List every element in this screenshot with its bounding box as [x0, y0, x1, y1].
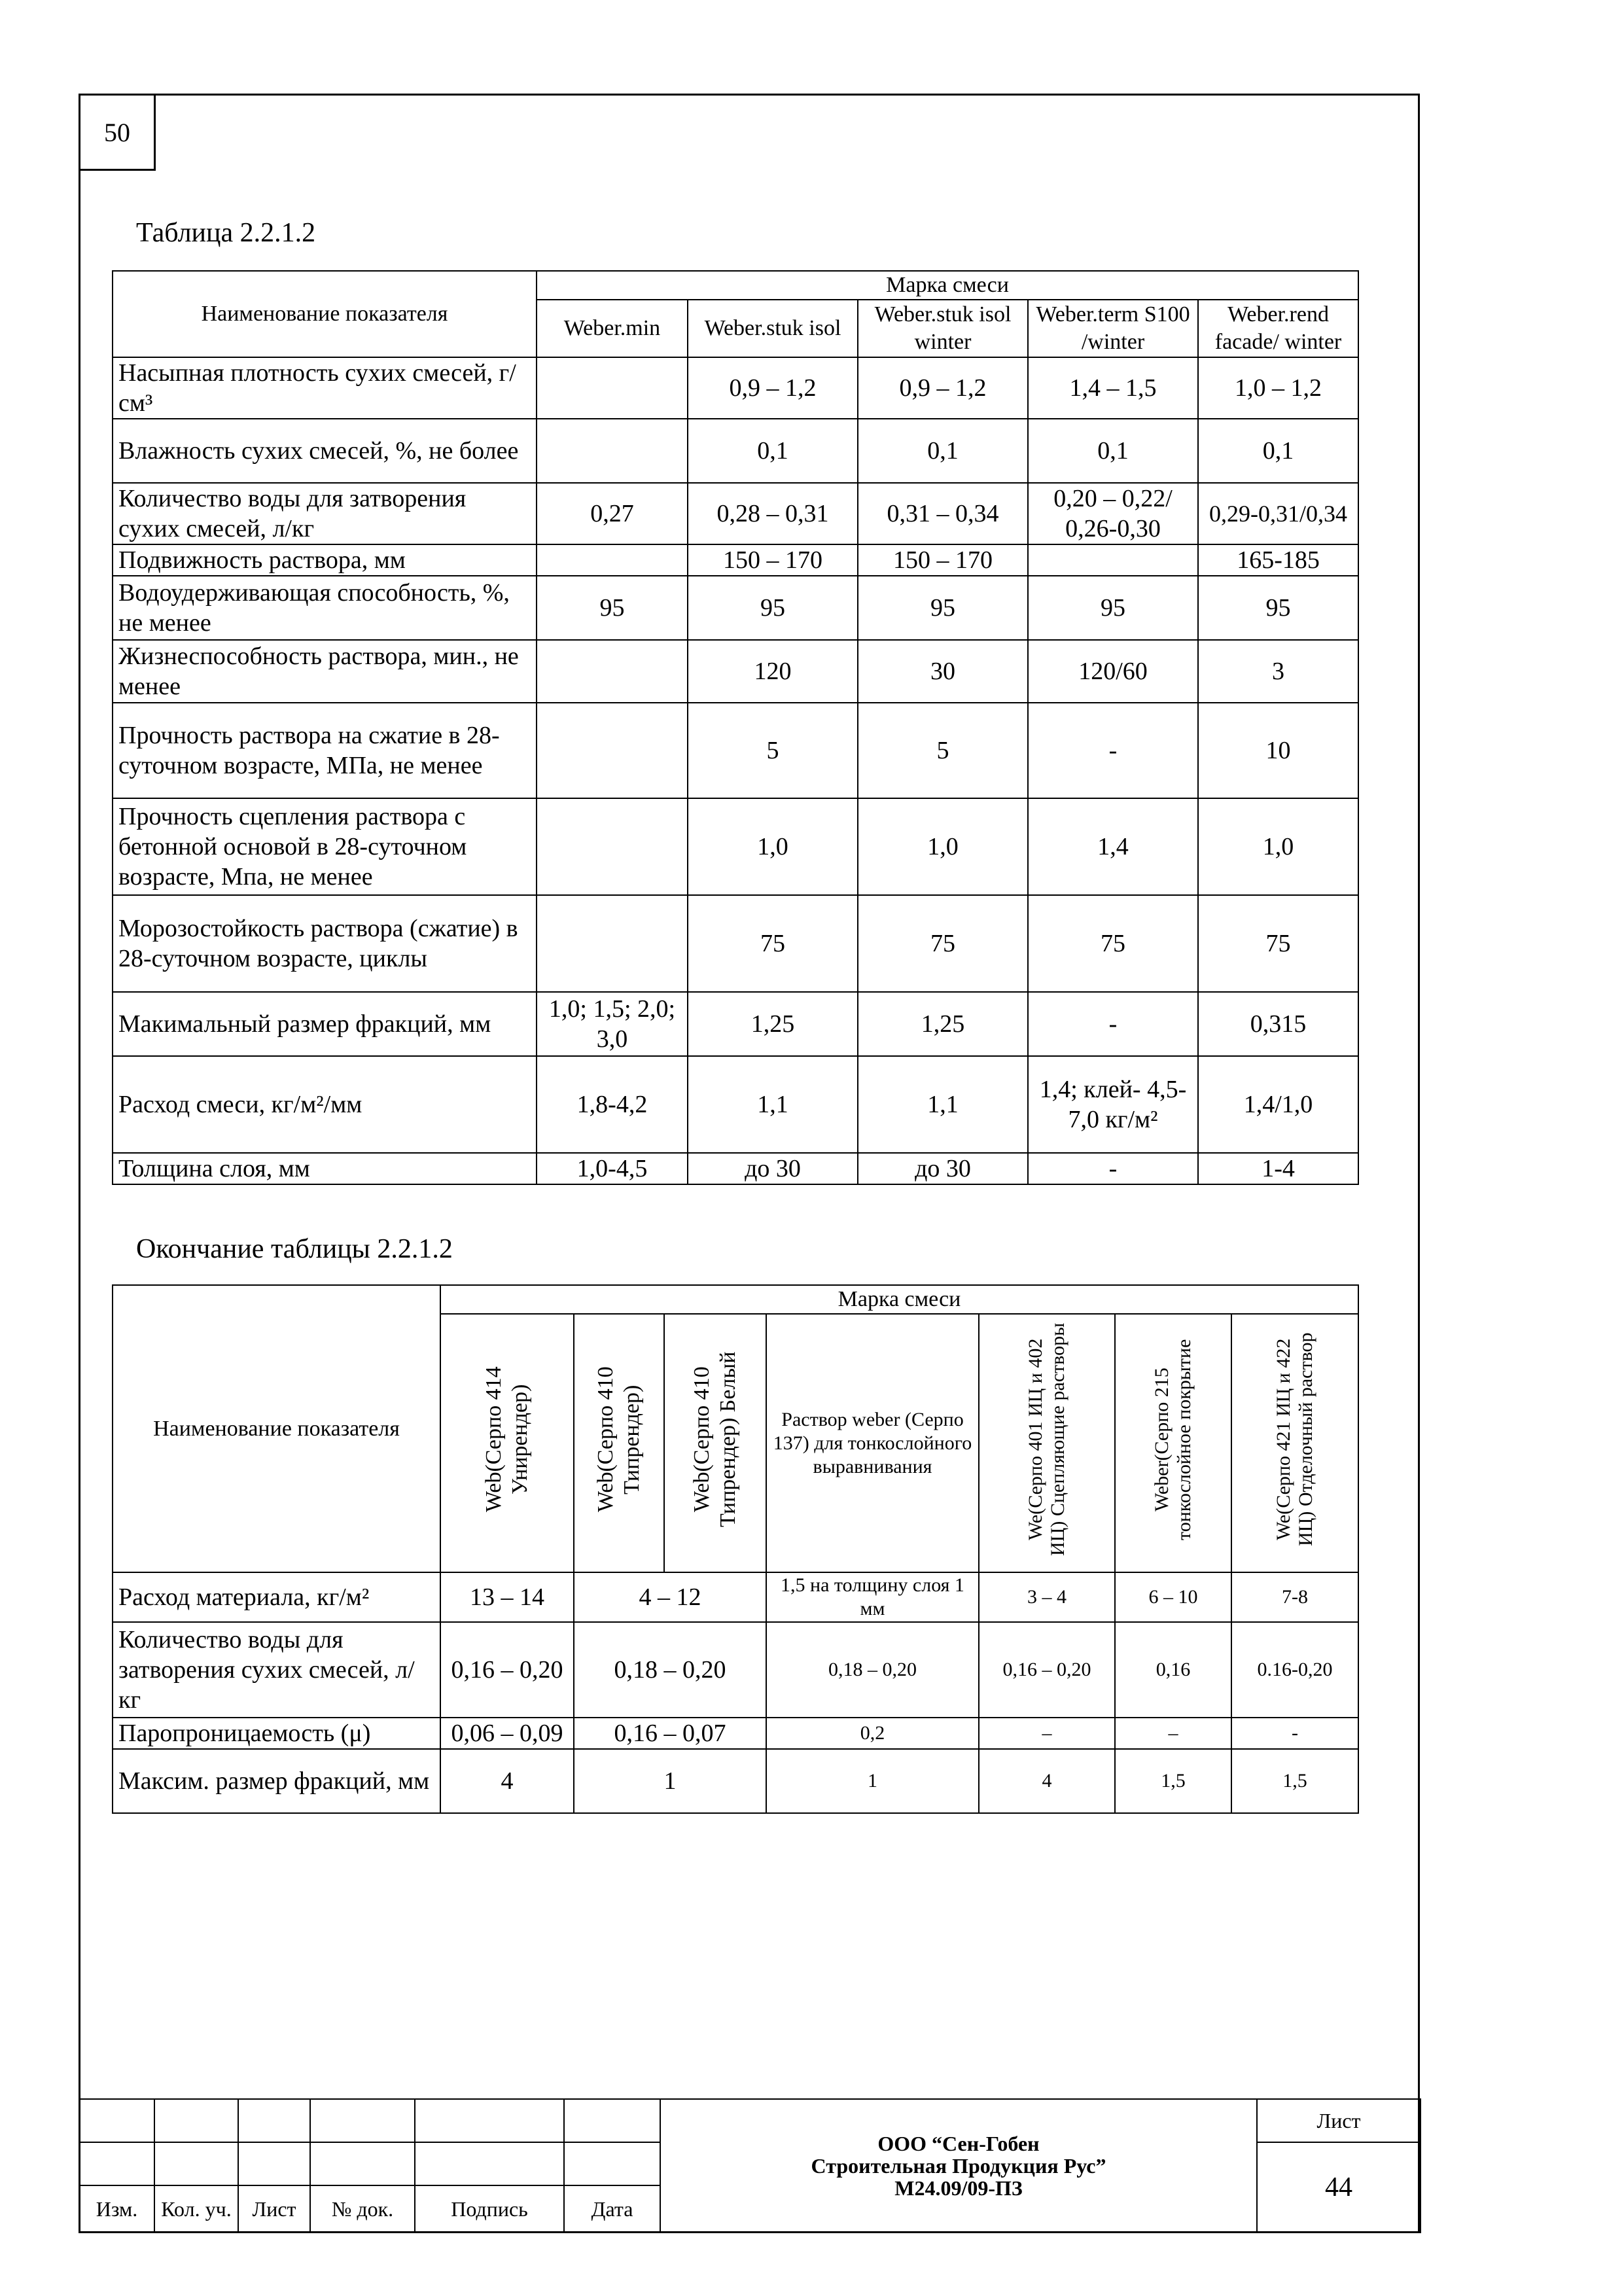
- page-number: 50: [79, 94, 156, 171]
- cell: 1,4; клей- 4,5-7,0 кг/м²: [1028, 1056, 1198, 1153]
- stamp-label: Дата: [564, 2185, 660, 2233]
- cell: –: [1115, 1718, 1231, 1749]
- cell: 5: [858, 703, 1028, 798]
- table-row: [113, 576, 1358, 640]
- table-row: [113, 703, 1358, 798]
- table1-caption: Таблица 2.2.1.2: [136, 218, 316, 248]
- col-label: We(Серпо 401 ИЦ и 402 ИЦ) Сцепляющие растворы: [1025, 1322, 1068, 1557]
- table-row: [113, 1056, 1358, 1153]
- cell: 1-4: [1198, 1153, 1358, 1184]
- table-row: [113, 357, 1358, 419]
- table1-col-header: Weber.stuk isol winter: [858, 300, 1028, 357]
- table-row: [113, 640, 1358, 703]
- cell: 30: [858, 640, 1028, 703]
- cell: 120: [688, 640, 858, 703]
- stamp-cell: [310, 2142, 415, 2185]
- cell: 95: [1198, 576, 1358, 640]
- cell: 75: [688, 895, 858, 992]
- table-row: [113, 544, 1358, 576]
- table2-col-header: Раствор weber (Серпо 137) для тонкослойного выравнивания: [766, 1314, 979, 1572]
- table2-col-header: [1231, 1314, 1358, 1572]
- row-label: Расход материала, кг/м²: [113, 1572, 440, 1622]
- cell: 1,1: [688, 1056, 858, 1153]
- cell: [537, 640, 688, 703]
- sheet-number: 44: [1257, 2142, 1421, 2233]
- cell: 0,16: [1115, 1622, 1231, 1718]
- row-label: Количество воды для затворения сухих смесей, л/кг: [113, 1622, 440, 1718]
- cell: 10: [1198, 703, 1358, 798]
- stamp-cell: [238, 2142, 310, 2185]
- table2-caption: Окончание таблицы 2.2.1.2: [136, 1234, 453, 1264]
- cell: [537, 419, 688, 483]
- stamp-cell: [154, 2099, 238, 2142]
- cell: 1,0: [1198, 798, 1358, 895]
- cell: 1,5 на толщину слоя 1 мм: [766, 1572, 979, 1622]
- row-label: Толщина слоя, мм: [113, 1153, 537, 1184]
- cell: 95: [858, 576, 1028, 640]
- cell: 0,16 – 0,20: [440, 1622, 574, 1718]
- cell: 1,25: [688, 992, 858, 1056]
- cell: 1,4/1,0: [1198, 1056, 1358, 1153]
- cell: 0,28 – 0,31: [688, 483, 858, 544]
- table2-col-header: [664, 1314, 766, 1572]
- table1: [112, 270, 1359, 1185]
- cell: [537, 357, 688, 419]
- cell: 6 – 10: [1115, 1572, 1231, 1622]
- sheet-label: Лист: [1257, 2099, 1421, 2142]
- cell: 95: [1028, 576, 1198, 640]
- organization-block: [660, 2099, 1257, 2233]
- cell: до 30: [688, 1153, 858, 1184]
- cell: 0,20 – 0,22/ 0,26-0,30: [1028, 483, 1198, 544]
- cell: 0,06 – 0,09: [440, 1718, 574, 1749]
- cell: 0,16 – 0,07: [574, 1718, 766, 1749]
- cell: 0,18 – 0,20: [574, 1622, 766, 1718]
- table-row: [113, 992, 1358, 1056]
- table1-col-header: Weber.stuk isol: [688, 300, 858, 357]
- table2-header-name: Наименование показателя: [113, 1285, 440, 1572]
- row-label: Количество воды для затворения сухих смесей, л/кг: [113, 483, 537, 544]
- cell: 1,0-4,5: [537, 1153, 688, 1184]
- cell: 1,5: [1231, 1749, 1358, 1813]
- cell: 0,1: [1028, 419, 1198, 483]
- cell: 3: [1198, 640, 1358, 703]
- cell: 120/60: [1028, 640, 1198, 703]
- stamp-label: Изм.: [79, 2185, 154, 2233]
- col-label: We(Серпо 421 ИЦ и 422 ИЦ) Отделочный раствор: [1273, 1332, 1316, 1547]
- stamp-cell: [310, 2099, 415, 2142]
- cell: 0,1: [688, 419, 858, 483]
- cell: 0,18 – 0,20: [766, 1622, 979, 1718]
- cell: 1,0: [688, 798, 858, 895]
- cell: 1,1: [858, 1056, 1028, 1153]
- document-code: М24.09/09-ПЗ: [894, 2176, 1023, 2200]
- table2-col-header: [440, 1314, 574, 1572]
- cell: 5: [688, 703, 858, 798]
- cell: 0,16 – 0,20: [979, 1622, 1115, 1718]
- cell: 0.16-0,20: [1231, 1622, 1358, 1718]
- cell: [537, 895, 688, 992]
- cell: 0,9 – 1,2: [688, 357, 858, 419]
- stamp-label: № док.: [310, 2185, 415, 2233]
- table1-col-header: Weber.min: [537, 300, 688, 357]
- row-label: Прочность раствора на сжатие в 28-суточном возрасте, МПа, не менее: [113, 703, 537, 798]
- stamp-cell: [415, 2099, 564, 2142]
- cell: 0,1: [1198, 419, 1358, 483]
- org-line-2: Строительная Продукция Рус”: [811, 2154, 1106, 2178]
- row-label: Насыпная плотность сухих смесей, г/см³: [113, 357, 537, 419]
- stamp-cell: [154, 2142, 238, 2185]
- cell: 1,0; 1,5; 2,0; 3,0: [537, 992, 688, 1056]
- cell: [1028, 544, 1198, 576]
- table-row: [113, 419, 1358, 483]
- title-block: [79, 2098, 1421, 2233]
- table1-header-name: Наименование показателя: [113, 271, 537, 357]
- cell: -: [1028, 992, 1198, 1056]
- cell: 4 – 12: [574, 1572, 766, 1622]
- row-label: Водоудерживающая способность, %, не менее: [113, 576, 537, 640]
- cell: 1,4: [1028, 798, 1198, 895]
- stamp-label: Подпись: [415, 2185, 564, 2233]
- cell: 0,2: [766, 1718, 979, 1749]
- cell: 1,0 – 1,2: [1198, 357, 1358, 419]
- cell: 0,1: [858, 419, 1028, 483]
- row-label: Паропроницаемость (μ): [113, 1718, 440, 1749]
- cell: 1: [574, 1749, 766, 1813]
- cell: 95: [688, 576, 858, 640]
- cell: -: [1028, 703, 1198, 798]
- stamp-cell: [79, 2099, 154, 2142]
- cell: 95: [537, 576, 688, 640]
- table1-col-header: Weber.rend facade/ winter: [1198, 300, 1358, 357]
- table2-col-header: [1115, 1314, 1231, 1572]
- cell: [537, 703, 688, 798]
- cell: 150 – 170: [688, 544, 858, 576]
- cell: 7-8: [1231, 1572, 1358, 1622]
- table-row: [113, 895, 1358, 992]
- table2-header-group: Марка смеси: [440, 1285, 1358, 1314]
- cell: до 30: [858, 1153, 1028, 1184]
- cell: 1,25: [858, 992, 1028, 1056]
- cell: –: [979, 1718, 1115, 1749]
- table2-col-header: [979, 1314, 1115, 1572]
- col-label: Web(Серпо 414 Унирендер): [482, 1366, 532, 1513]
- table-row: [113, 1749, 1358, 1813]
- cell: 4: [440, 1749, 574, 1813]
- stamp-cell: [564, 2142, 660, 2185]
- table1-header-group: Марка смеси: [537, 271, 1358, 300]
- row-label: Макимальный размер фракций, мм: [113, 992, 537, 1056]
- table1-col-header: Weber.term S100 /winter: [1028, 300, 1198, 357]
- cell: 150 – 170: [858, 544, 1028, 576]
- org-line-1: ООО “Сен-Гобен: [877, 2132, 1040, 2155]
- cell: 0,9 – 1,2: [858, 357, 1028, 419]
- stamp-cell: [564, 2099, 660, 2142]
- cell: 0,315: [1198, 992, 1358, 1056]
- cell: 1,5: [1115, 1749, 1231, 1813]
- cell: 165-185: [1198, 544, 1358, 576]
- cell: 3 – 4: [979, 1572, 1115, 1622]
- table-row: [113, 1718, 1358, 1749]
- cell: 1,0: [858, 798, 1028, 895]
- cell: 13 – 14: [440, 1572, 574, 1622]
- row-label: Жизнеспособность раствора, мин., не менее: [113, 640, 537, 703]
- cell: [537, 544, 688, 576]
- cell: 1,8-4,2: [537, 1056, 688, 1153]
- cell: 0,27: [537, 483, 688, 544]
- row-label: Максим. размер фракций, мм: [113, 1749, 440, 1813]
- row-label: Расход смеси, кг/м²/мм: [113, 1056, 537, 1153]
- cell: 0,29-0,31/0,34: [1198, 483, 1358, 544]
- cell: 75: [1198, 895, 1358, 992]
- col-label: Weber(Серпо 215 тонкослойное покрытие: [1151, 1339, 1195, 1540]
- cell: 75: [1028, 895, 1198, 992]
- table-row: [113, 483, 1358, 544]
- cell: [537, 798, 688, 895]
- cell: 1,4 – 1,5: [1028, 357, 1198, 419]
- row-label: Морозостойкость раствора (сжатие) в 28-суточном возрасте, циклы: [113, 895, 537, 992]
- col-label: Web(Серпо 410 Типрендер): [593, 1366, 644, 1513]
- row-label: Подвижность раствора, мм: [113, 544, 537, 576]
- cell: 1: [766, 1749, 979, 1813]
- table2-col-header: [574, 1314, 664, 1572]
- stamp-cell: [79, 2142, 154, 2185]
- table-row: [113, 798, 1358, 895]
- stamp-cell: [415, 2142, 564, 2185]
- cell: 0,31 – 0,34: [858, 483, 1028, 544]
- col-label: Web(Серпо 410 Типрендер) Белый: [690, 1351, 740, 1528]
- cell: 75: [858, 895, 1028, 992]
- cell: -: [1231, 1718, 1358, 1749]
- table-row: [113, 1153, 1358, 1184]
- table-row: [113, 1572, 1358, 1622]
- row-label: Влажность сухих смесей, %, не более: [113, 419, 537, 483]
- table-row: [113, 1622, 1358, 1718]
- row-label: Прочность сцепления раствора с бетонной основой в 28-суточном возрасте, Мпа, не менее: [113, 798, 537, 895]
- table2: [112, 1284, 1359, 1814]
- cell: -: [1028, 1153, 1198, 1184]
- cell: 4: [979, 1749, 1115, 1813]
- stamp-label: Кол. уч.: [154, 2185, 238, 2233]
- stamp-label: Лист: [238, 2185, 310, 2233]
- stamp-cell: [238, 2099, 310, 2142]
